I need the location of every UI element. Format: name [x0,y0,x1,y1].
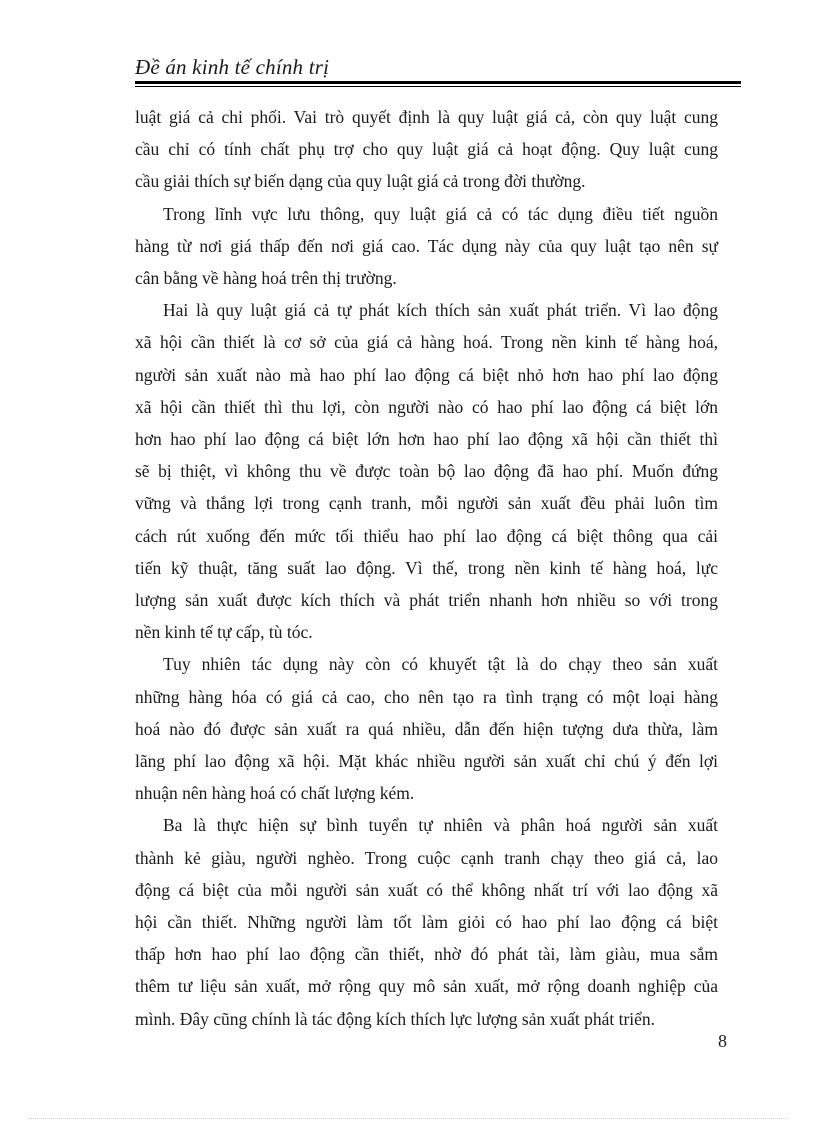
page-bottom-border [28,1118,788,1119]
text-line: nền kinh tế tự cấp, tù tóc. [135,622,313,643]
text-line: Tuy nhiên tác dụng này còn có khuyết tật là do chạy theo sản xuất [163,654,718,675]
text-line: nhuận nên hàng hoá có chất lượng kém. [135,783,415,804]
paragraph-2 [135,198,718,295]
text-line: người sản xuất nào mà hao phí lao động cá biệt nhỏ hơn hao phí lao động [135,364,718,385]
text-line: cân bằng về hàng hoá trên thị trường. [135,268,397,289]
text-line: hội cần thiết. Những người làm tốt làm giỏi có hao phí lao động cá biệt [135,912,718,933]
text-line: cách rút xuống đến mức tối thiểu hao phí lao động cá biệt thông qua cải [135,525,718,546]
text-line: cầu chỉ có tính chất phụ trợ cho quy luật giá cả hoạt động. Quy luật cung [135,139,718,160]
text-line: sẽ bị thiệt, vì không thu về được toàn bộ lao động đã hao phí. Muốn đứng [135,461,718,482]
text-line: hoá nào đó được sản xuất ra quá nhiều, dẫn đến hiện tượng dưa thừa, làm [135,718,718,739]
text-line: Hai là quy luật giá cả tự phát kích thích sản xuất phát triển. Vì lao động [163,300,718,321]
header-rule-thick [135,81,741,84]
text-line: thành kẻ giàu, người nghèo. Trong cuộc cạnh tranh chạy theo giá cả, lao [135,847,718,868]
text-line: Ba là thực hiện sự bình tuyển tự nhiên và phân hoá người sản xuất [163,815,718,836]
text-line: vững và thắng lợi trong cạnh tranh, mỗi người sản xuất đều phải luôn tìm [135,493,718,514]
header-rule-thin [135,86,741,87]
text-line: hàng từ nơi giá thấp đến nơi giá cao. Tác dụng này của quy luật tạo nên sự [135,235,718,256]
text-line: lượng sản xuất được kích thích và phát triển nhanh hơn nhiều so với trong [135,590,718,611]
text-line: động cá biệt của mỗi người sản xuất có thể không nhất trí với lao động xã [135,879,718,900]
text-line: mình. Đây cũng chính là tác động kích thích lực lượng sản xuất phát triển. [135,1008,656,1029]
text-line: tiến kỹ thuật, tăng suất lao động. Vì thế, trong nền kinh tế hàng hoá, lực [135,557,718,578]
text-line: cầu giải thích sự biến dạng của quy luật giá cả trong đời thường. [135,171,586,192]
text-line: những hàng hóa có giá cả cao, cho nên tạo ra tình trạng có một loại hàng [135,686,718,707]
text-line: lãng phí lao động xã hội. Mặt khác nhiều người sản xuất chỉ chú ý đến lợi [135,751,718,772]
text-line: luật giá cả chi phối. Vai trò quyết định là quy luật giá cả, còn quy luật cung [135,107,718,127]
paragraph-1 [135,101,718,198]
text-line: xã hội cần thiết là cơ sở của giá cả hàng hoá. Trong nền kinh tế hàng hoá, [135,332,718,353]
page-header [135,54,741,87]
paragraph-3 [135,294,718,648]
text-line: hơn hao phí lao động cá biệt lớn hơn hao phí lao động xã hội cần thiết thì [135,429,718,450]
text-line: thấp hơn hao phí lao động cần thiết, nhờ đó phát tài, làm giàu, mua sắm [135,944,718,965]
page-number: 8 [718,1031,727,1051]
document-title: Đề án kinh tế chính trị [135,55,330,79]
paragraph-4 [135,648,718,809]
page-body [135,101,718,1035]
text-line: xã hội cần thiết thì thu lợi, còn người nào có hao phí lao động cá biệt lớn [135,396,718,417]
text-line: Trong lĩnh vực lưu thông, quy luật giá cả có tác dụng điều tiết nguồn [163,203,718,224]
text-line: thêm tư liệu sản xuất, mở rộng quy mô sản xuất, mở rộng doanh nghiệp của [135,976,718,997]
paragraph-5 [135,809,718,1034]
